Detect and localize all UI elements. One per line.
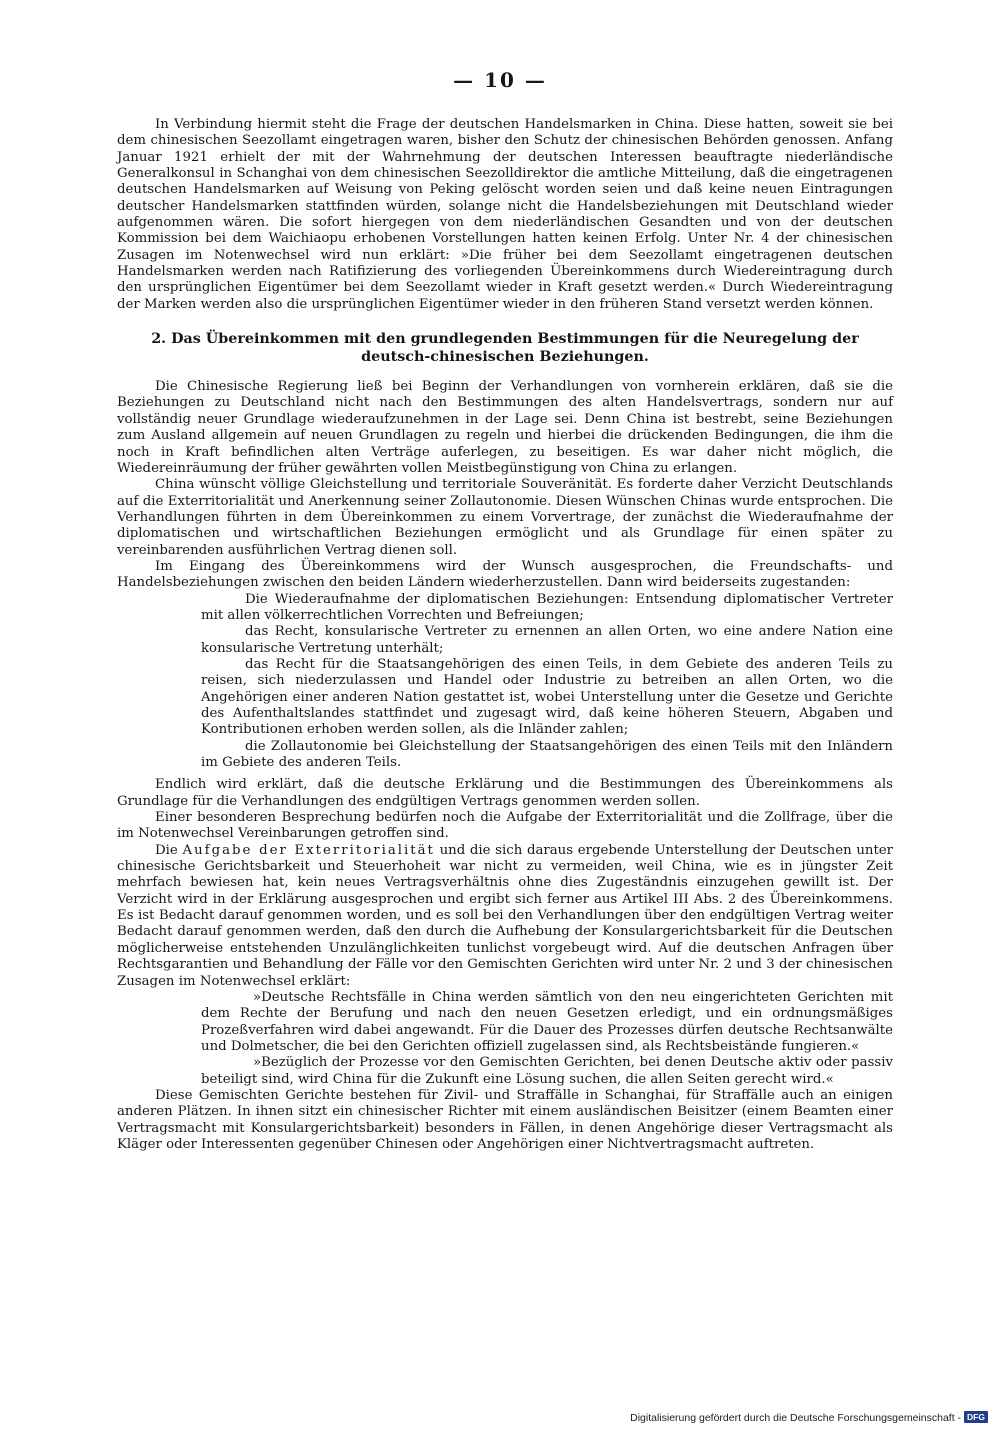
paragraph-continuation: und die sich daraus ergebende Unterstellung der Deutschen unter chinesische Gerichtsbarkeit und Steuerhoheit war nicht zu vermeiden, weil China, wie es in jüngster Zeit mehrfach bewiesen hat, kein neues Vertragsverhältnis ohne dies Zugeständnis einzugehen gewillt ist. Der Verzicht wird in der Erklärung ausgesprochen und ergibt sich ferner aus Artikel III Abs. 2 des Übereinkommens. Es ist Bedacht darauf genommen worden, und es soll bei den Verhandlungen über den endgültigen Vertrag weiter Bedacht darauf genommen werden, daß den durch die Aufhebung der Konsulargerichtsbarkeit für die Deutschen möglicherweise entstehenden Unzulänglichkeiten tunlichst vorgebeugt wird. Auf die deutschen Anfragen über Rechtsgarantien und Behandlung der Fälle vor den Gemischten Gerichten wird unter Nr. 2 und 3 der chinesischen Zusagen im Notenwechsel erklärt: (117, 842, 894, 989)
quote-diplomatic-relations: Die Wiederaufnahme der diplomatischen Beziehungen: Entsendung diplomatischer Vertreter mit allen völkerrechtlichen Vorrechten und Befreiungen; (201, 591, 893, 623)
paragraph-negotiations: Die Chinesische Regierung ließ bei Beginn der Verhandlungen von vornherein erklären, daß sie die Beziehungen zu Deutschland nicht nach den Bestimmungen des alten Handelsvertrags, sondern nur auf vollständig neuer Grundlage wiederaufzunehmen in der Lage sei. Denn China ist bestrebt, seine Beziehungen zum Ausland allgemein auf neuen Grundlagen zu regeln und hierbei die drückenden Bedingungen, die ihm die noch in Kraft befindlichen alten Verträge auferlegen, zu beseitigen. Es war daher nicht möglich, die Wiedereinräumung der früher gewährten vollen Meistbegünstigung von China zu erlangen. (117, 379, 893, 476)
body-text (117, 117, 893, 1153)
footer-text: Digitalisierung gefördert durch die Deutsche Forschungsgemeinschaft - (630, 1412, 962, 1424)
paragraph-special-discussion: Einer besonderen Besprechung bedürfen noch die Aufgabe der Exterritorialität und die Zollfrage, über die im Notenwechsel Vereinbarungen getroffen sind. (117, 810, 893, 842)
quote-residence-rights: das Recht für die Staatsangehörigen des einen Teils, in dem Gebiete des anderen Teils zu reisen, sich niederzulassen und Handel oder Industrie zu betreiben an allen Orten, wo die Angehörigen einer anderen Nation gestattet ist, wobei Unterstellung unter die Gesetze und Gerichte des Aufenthaltslandes stattfindet und zugesagt wird, daß keine höheren Steuern, Abgaben und Kontributionen erhoben werden sollen, als die Inländer zahlen; (201, 656, 893, 738)
paragraph-preamble: Im Eingang des Übereinkommens wird der Wunsch ausgesprochen, die Freundschafts- und Handelsbeziehungen zwischen den beiden Ländern wiederherzustellen. Dann wird beiderseits zugestanden: (117, 558, 893, 591)
paragraph-lead: Die (155, 842, 178, 858)
section-heading: 2. Das Übereinkommen mit den grundlegenden Bestimmungen für die Neuregelung der deutsch-chinesischen Beziehungen. (151, 331, 859, 366)
paragraph-final-declaration: Endlich wird erklärt, daß die deutsche Erklärung und die Bestimmungen des Übereinkommens als Grundlage für die Verhandlungen des endgültigen Vertrags genommen werden sollen. (117, 777, 893, 809)
quote-consular-rights: das Recht, konsularische Vertreter zu ernennen an allen Orten, wo eine andere Nation eine konsularische Vertretung unterhält; (201, 624, 893, 656)
paragraph-exterritoriality (117, 843, 893, 990)
digitization-footer (630, 1411, 988, 1424)
quote-customs-autonomy: die Zollautonomie bei Gleichstellung der Staatsangehörigen des einen Teils mit den Inländern im Gebiete des anderen Teils. (201, 738, 893, 771)
paragraph-mixed-courts: Diese Gemischten Gerichte bestehen für Zivil- und Straffälle in Schanghai, für Straffälle auch an einigen anderen Plätzen. In ihnen sitzt ein chinesischer Richter mit einem ausländischen Beisitzer (einem Beamten einer Vertragsmacht mit Konsulargerichtsbarkeit) besonders in Fällen, in denen Angehörige dieser Vertragsmacht als Kläger oder Interessenten gegenüber Chinesen oder Angehörigen einer Nichtvertragsmacht auftreten. (117, 1087, 893, 1152)
page-number: — 10 — (453, 68, 547, 92)
quote-mixed-courts: »Bezüglich der Prozesse vor den Gemischten Gerichten, bei denen Deutsche aktiv oder passiv beteiligt sind, wird China für die Zukunft eine Lösung suchen, die allen Seiten gerecht wird.« (201, 1055, 893, 1087)
paragraph-sovereignty: China wünscht völlige Gleichstellung und territoriale Souveränität. Es forderte daher Verzicht Deutschlands auf die Exterritorialität und Anerkennung seiner Zollautonomie. Diesen Wünschen Chinas wurde entsprochen. Die Verhandlungen führten in dem Übereinkommen zu einem Vorvertrage, der zunächst die Wiederaufnahme der diplomatischen und wirtschaftlichen Beziehungen ermöglicht und als Grundlage für einen später zu vereinbarenden ausführlichen Vertrag dienen soll. (117, 477, 893, 558)
quote-legal-cases: »Deutsche Rechtsfälle in China werden sämtlich von den neu eingerichteten Gerichten mit dem Rechte der Berufung und nach den neuen Gesetzen erledigt, und ein ordnungsmäßiges Prozeßverfahren wird dabei angewandt. Für die Dauer des Prozesses dürfen deutsche Rechtsanwälte und Dolmetscher, die bei den Gerichten offiziell zugelassen sind, als Rechtsbeistände fungieren.« (201, 989, 893, 1054)
dfg-logo: DFG (964, 1411, 988, 1423)
emphasis-exterritoriality: Aufgabe der Exterritorialität (182, 842, 435, 858)
paragraph-trademarks: In Verbindung hiermit steht die Frage der deutschen Handelsmarken in China. Diese hatten, soweit sie bei dem chinesischen Seezollamt eingetragen waren, bisher den Schutz der chinesischen Behörden genossen. Anfang Januar 1921 erhielt der mit der Wahrnehmung der deutschen Interessen beauftragte niederländische Generalkonsul in Schanghai von dem chinesischen Seezolldirektor die amtliche Mitteilung, daß die eingetragenen deutschen Handelsmarken auf Weisung von Peking gelöscht worden seien und daß keine neuen Eintragungen deutscher Handelsmarken stattfinden würden, solange nicht die Handelsbeziehungen mit Deutschland wieder aufgenommen wären. Die sofort hiergegen von dem niederländischen Gesandten und von der deutschen Kommission bei dem Waichiaopu erhobenen Vorstellungen hatten keinen Erfolg. Unter Nr. 4 der chinesischen Zusagen im Notenwechsel wird nun erklärt: »Die früher bei dem Seezollamt eingetragenen deutschen Handelsmarken werden nach Ratifizierung des vorliegenden Übereinkommens durch Wiedereintragung durch den ursprünglichen Eigentümer bei dem Seezollamt wieder in Kraft gesetzt werden.« Durch Wiedereintragung der Marken werden also die ursprünglichen Eigentümer wieder in den früheren Stand versetzt werden können. (117, 117, 893, 312)
